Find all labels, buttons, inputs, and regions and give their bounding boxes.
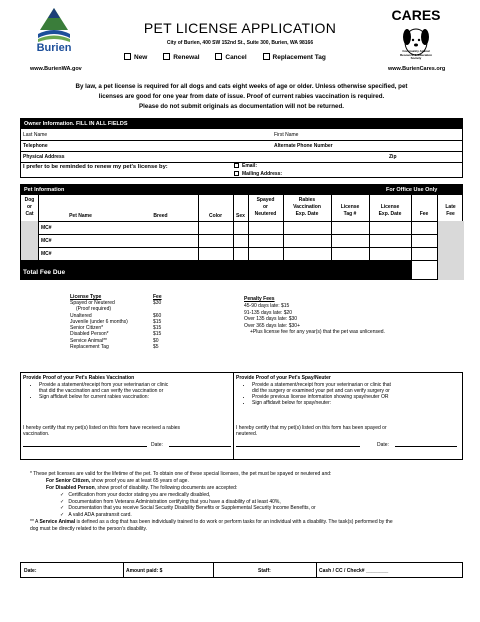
option-cancel[interactable] <box>215 54 246 61</box>
pet-section <box>20 184 463 280</box>
pet-row[interactable] <box>21 234 462 248</box>
rabies-proof-box <box>20 372 234 460</box>
col-sex: Sex <box>236 213 245 219</box>
spay-certify-line2: neutered. <box>236 431 258 437</box>
checkbox-renewal[interactable] <box>163 53 170 60</box>
microchip-label: MC# <box>41 238 52 244</box>
fee-item: Unaltered $60 <box>70 312 162 319</box>
cares-url[interactable]: www.BurienCares.org <box>388 66 446 72</box>
burien-name: Burien <box>36 42 72 54</box>
burien-url[interactable]: www.BurienWA.gov <box>30 66 82 72</box>
option-replacement-tag-label: Replacement Tag <box>272 54 326 61</box>
page-title: PET LICENSE APPLICATION <box>143 20 337 36</box>
col-spayed: Spayed or Neutered <box>254 197 277 217</box>
col-fee: Fee <box>419 211 429 217</box>
first-name-field[interactable]: First Name <box>274 132 299 138</box>
fee-item: Disabled Person* $15 <box>70 331 162 338</box>
penalty-title: Penalty Fees <box>244 296 275 302</box>
rabies-certify-line1: I hereby certify that my pet(s) listed on this form have received a rabies <box>23 425 181 431</box>
spay-option-affidavit: • Sign affidavit below for spay/neuter: <box>252 400 462 406</box>
penalty-item: 45-90 days late: $15 <box>244 303 290 309</box>
spay-option-receipt: • Provide a statement/receipt from your veterinarian or clinic that did the surgery or examined your pet and can verify surgery or <box>252 382 462 394</box>
checkbox-new[interactable] <box>124 53 131 60</box>
fee-item: Juvenile (under 6 months) $15 <box>70 318 162 325</box>
penalty-item: Over 135 days late: $30 <box>244 316 298 322</box>
rabies-option-receipt: • Provide a statement/receipt from your veterinarian or clinic that did the vaccination and can verify the vaccination or <box>39 382 233 394</box>
pet-row[interactable] <box>21 221 462 235</box>
spay-option-previous: • Provide previous license information showing spay/neuter OR <box>252 394 462 400</box>
city-address: City of Burien, 400 SW 152nd St., Suite 300, Burien, WA 98166 <box>166 40 314 46</box>
note-service-animal: ** A Service Animal is defined as a dog that has been individually trained to do work or perform tasks for an individual with a disability. The task(s) performed by the <box>30 518 393 525</box>
note-senior: For Senior Citizen, show proof you are at least 65 years of age. <box>46 478 189 484</box>
intro-line-1: By law, a pet license is required for all dogs and cats eight weeks of age or older. Unless otherwise specified, pet <box>75 83 408 90</box>
spay-certify-line1: I hereby certify that my pet(s) listed on this form has been spayed or <box>236 425 387 431</box>
footer-staff[interactable]: Staff: <box>258 568 271 574</box>
spay-title: Provide Proof of your Pet's Spay/Neuter <box>236 375 331 381</box>
telephone-field[interactable]: Telephone <box>23 143 48 149</box>
application-type-options <box>124 53 326 61</box>
rabies-certify-line2: vaccination. <box>23 431 50 437</box>
fee-item: Senior Citizen* $15 <box>70 325 162 332</box>
zip-field[interactable]: Zip <box>389 154 397 160</box>
spay-proof-box <box>234 372 463 460</box>
checkmark-icon: ✓ <box>60 505 65 511</box>
last-name-field[interactable]: Last Name <box>23 132 48 138</box>
penalty-fees <box>244 296 464 335</box>
checkbox-email[interactable] <box>234 163 239 168</box>
rabies-date-line[interactable] <box>169 446 231 447</box>
document-item: ✓ Documentation that you receive Social Security Disability Benefits or Supplemental Security Income Benefits, or <box>60 505 316 511</box>
pet-column-headers <box>21 195 462 222</box>
option-renewal-label: Renewal <box>173 54 200 61</box>
rabies-title: Provide Proof of your Pet's Rabies Vaccination <box>23 375 135 381</box>
note-disabled: For Disabled Person, show proof of disability. The following documents are accepted: <box>46 485 238 491</box>
option-new[interactable] <box>124 54 147 61</box>
penalty-item: 91-135 days late: $20 <box>244 309 293 316</box>
note-special-licenses: * These pet licenses are valid for the lifetime of the pet. To obtain one of these special licenses, the pet must be spayed or neutered and: <box>30 471 332 477</box>
note-service-animal-2: dog must be directly related to the person's disability. <box>30 525 148 532</box>
spay-date-line[interactable] <box>395 446 457 447</box>
eligibility-notes <box>30 471 470 533</box>
fee-item: Service Animal** $0 <box>70 337 159 344</box>
penalty-item: Over 365 days late: $30+ <box>244 322 301 329</box>
owner-row-reminder <box>21 162 462 179</box>
fee-header: Fee <box>153 294 162 300</box>
checkbox-cancel[interactable] <box>215 53 222 60</box>
reminder-mail-option[interactable] <box>234 171 282 177</box>
email-label: Email: <box>242 163 258 169</box>
option-renewal[interactable] <box>163 54 199 61</box>
svg-text:CARES: CARES <box>391 7 441 23</box>
fee-item: Replacement Tag $5 <box>70 344 159 351</box>
col-dog-or-cat: Dog or Cat <box>24 197 35 217</box>
total-row <box>21 260 462 280</box>
burien-logo-icon <box>34 6 74 46</box>
rabies-option-affidavit: • Sign affidavit below for current rabies vaccination: <box>39 394 233 400</box>
owner-header: Owner Information. FILL IN ALL FIELDS <box>21 119 462 129</box>
mailing-label: Mailing Address: <box>242 171 283 177</box>
spay-signature-line[interactable] <box>236 446 360 447</box>
option-new-label: New <box>134 54 148 61</box>
cares-tagline: Community Animal Resource & Education Society <box>399 49 432 60</box>
intro-line-2: licenses are good for one year from date of issue. Proof of current rabies vaccination is required. <box>98 93 385 100</box>
col-rabies: Rabies Vaccination Exp. Date <box>293 197 321 217</box>
col-breed: Breed <box>153 213 168 219</box>
reminder-email-option[interactable] <box>234 163 257 169</box>
document-item: ✓ A valid ADA paratransit card. <box>60 511 132 518</box>
col-color: Color <box>208 213 223 219</box>
document-item: ✓ Certification from your doctor stating you are medically disabled, <box>60 492 211 498</box>
fee-item: Spayed or Neutered $30 <box>70 300 162 306</box>
intro-line-3: Please do not submit originals as documentation will not be returned. <box>139 103 344 110</box>
document-item: ✓ Documentation from Veterans Administration certifying that you have a disability of at least 40%, <box>60 498 281 505</box>
reminder-label: I prefer to be reminded to renew my pet's license by: <box>23 164 168 170</box>
col-license-exp: License Exp. Date <box>378 204 402 217</box>
pet-header <box>21 185 462 195</box>
burien-logo <box>34 6 74 58</box>
footer-date[interactable]: Date: <box>24 568 37 574</box>
col-pet-name: Pet Name <box>69 213 92 219</box>
pet-header-label: Pet Information <box>24 187 65 193</box>
fee-list <box>70 300 190 350</box>
checkmark-icon: ✓ <box>60 498 65 505</box>
office-use-label: For Office Use Only <box>386 187 438 193</box>
option-replacement-tag[interactable] <box>263 54 326 61</box>
checkbox-replacement-tag[interactable] <box>263 53 270 60</box>
col-license-tag: License Tag # <box>340 204 360 217</box>
owner-section <box>20 118 463 178</box>
pet-row[interactable] <box>21 247 462 261</box>
fee-item: (Proof required) <box>76 306 112 313</box>
option-cancel-label: Cancel <box>225 54 247 61</box>
penalty-note: +Plus license fee for any year(s) that the pet was unlicensed. <box>250 329 385 335</box>
footer-payment-method[interactable]: Cash / CC / Check# ________ <box>319 568 389 574</box>
rabies-date-label: Date: <box>151 442 163 448</box>
office-footer-row <box>20 562 463 578</box>
total-fee-label: Total Fee Due <box>23 269 66 276</box>
alt-phone-field[interactable]: Alternate Phone Number <box>274 143 333 149</box>
checkmark-icon: ✓ <box>60 511 65 518</box>
col-late-fee: Late Fee <box>445 204 456 217</box>
microchip-label: MC# <box>41 251 52 257</box>
checkbox-mailing[interactable] <box>234 171 239 176</box>
spay-date-label: Date: <box>377 442 389 448</box>
footer-amount-paid[interactable]: Amount paid: $ <box>126 568 163 574</box>
address-field[interactable]: Physical Address <box>23 154 65 160</box>
license-type-header: License Type <box>70 294 102 300</box>
checkmark-icon: ✓ <box>60 492 65 498</box>
microchip-label: MC# <box>41 225 52 231</box>
rabies-signature-line[interactable] <box>23 446 147 447</box>
cares-logo <box>386 4 446 64</box>
intro-text <box>20 82 463 112</box>
